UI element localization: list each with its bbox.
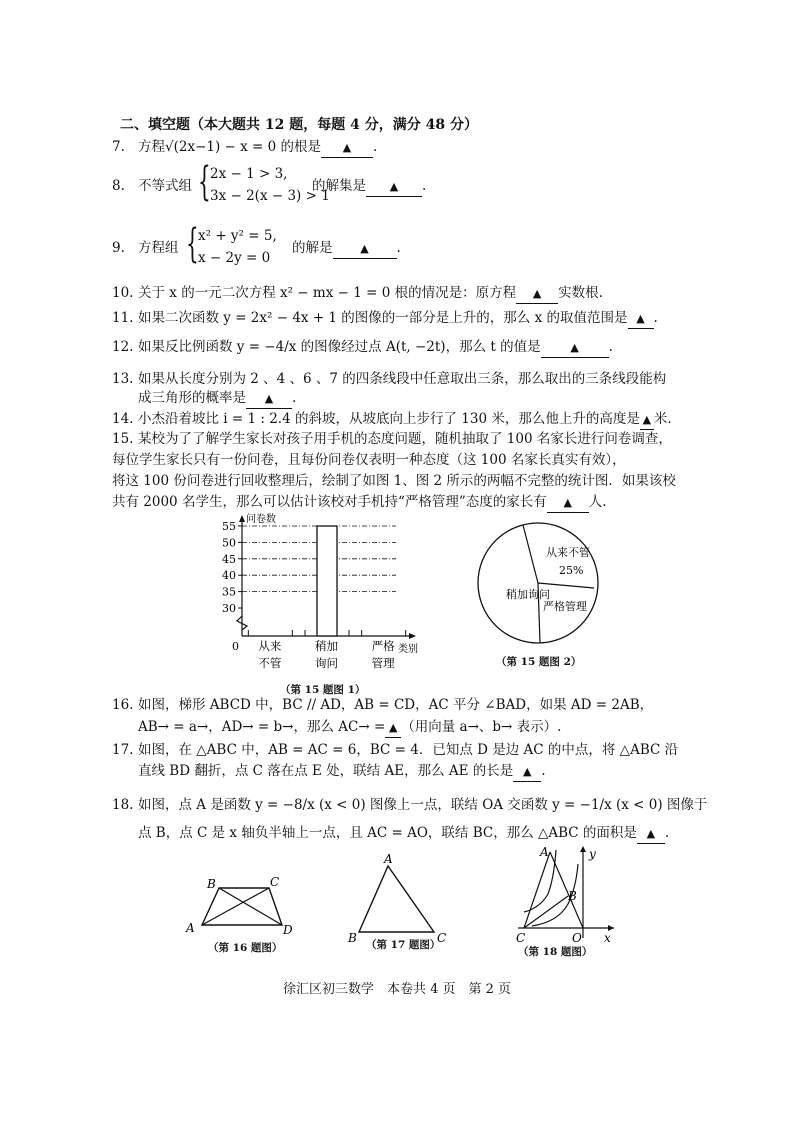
answer-blank: ▲ bbox=[513, 763, 541, 782]
x-tick-label: 管理 bbox=[371, 656, 395, 670]
triangle-outline bbox=[359, 866, 434, 932]
question-end: . bbox=[541, 763, 546, 779]
question-number: 10. bbox=[112, 285, 134, 301]
figure-caption-16: （第 16 题图） bbox=[208, 942, 283, 954]
question-text: 某校为了了解学生家长对孩子用手机的态度问题，随机抽取了 100 名家长进行问卷调查， bbox=[138, 431, 672, 447]
question-end: . bbox=[608, 339, 613, 355]
question-11 bbox=[112, 309, 692, 329]
question-end: . bbox=[422, 178, 427, 194]
point-label: A bbox=[540, 845, 549, 859]
question-end: . bbox=[373, 139, 378, 155]
question-10 bbox=[112, 284, 692, 304]
x-tick-label: 从来 bbox=[258, 639, 282, 653]
brace-icon: { bbox=[186, 221, 199, 267]
y-tick-label: 40 bbox=[222, 569, 236, 583]
question-number: 18. bbox=[112, 797, 134, 813]
diagonal-ac bbox=[202, 888, 269, 925]
question-16-line-1 bbox=[112, 696, 692, 714]
y-tick-label: 30 bbox=[222, 602, 236, 615]
question-16-line-2 bbox=[138, 718, 718, 738]
question-number: 7. bbox=[112, 139, 125, 155]
x-tick-label: 稍加 bbox=[315, 639, 338, 653]
point-label: A bbox=[186, 921, 195, 935]
x-axis-arrow-icon bbox=[409, 633, 416, 639]
page-footer: 徐汇区初三数学 本卷共 4 页 第 2 页 bbox=[282, 982, 512, 997]
question-tail: 的解集是 bbox=[312, 178, 366, 194]
question-9-tail bbox=[292, 239, 492, 259]
point-label: B bbox=[207, 877, 216, 891]
question-13-line-1 bbox=[112, 370, 692, 388]
answer-blank: ▲ bbox=[333, 240, 397, 259]
pie-chart bbox=[468, 518, 608, 648]
question-lead: 方程组 bbox=[138, 240, 179, 256]
inequality-row-2: 3x − 2(x − 3) > 1 bbox=[210, 188, 330, 204]
segment-oa bbox=[550, 852, 583, 928]
point-label: O bbox=[572, 931, 582, 945]
hyperbola-figure bbox=[510, 842, 620, 946]
question-text: 点 B，点 C 是 x 轴负半轴上一点，且 AC = AO，联结 BC，那么 △ABC 的面积是 bbox=[138, 825, 637, 841]
y-axis-arrow-icon bbox=[239, 515, 245, 522]
question-number: 14. bbox=[112, 411, 134, 427]
question-18-line-1 bbox=[112, 796, 708, 814]
trapezoid-figure bbox=[182, 870, 302, 940]
answer-blank: ▲ bbox=[541, 339, 609, 358]
x-axis-label: 类别 bbox=[398, 644, 418, 655]
point-label: C bbox=[270, 875, 280, 889]
question-number: 9. bbox=[112, 240, 125, 256]
y-tick-label: 50 bbox=[222, 536, 236, 550]
pie-label: 严格管理 bbox=[543, 600, 587, 613]
brace-icon: { bbox=[198, 159, 211, 205]
origin-label: 0 bbox=[232, 640, 239, 653]
figure-caption-15-1: （第 15 题图 1） bbox=[280, 684, 366, 696]
question-text: 小杰沿着坡比 i = 1 : 2.4 的斜坡，从坡底向上步行了 130 米，那么他上升的高度是 bbox=[138, 411, 640, 427]
question-text: 如果二次函数 y = 2x² − 4x + 1 的图像的一部分是上升的，那么 x 的取值范围是 bbox=[138, 310, 628, 326]
bar bbox=[317, 526, 337, 636]
point-label: D bbox=[283, 923, 293, 937]
bar-chart bbox=[212, 512, 432, 684]
answer-blank: ▲ bbox=[246, 390, 292, 409]
equation-row-1: x² + y² = 5, bbox=[198, 228, 277, 244]
question-text: 如图，点 A 是函数 y = −8/x (x < 0) 图像上一点，联结 OA 交函数 y = −1/x (x < 0) 图像于 bbox=[138, 797, 708, 813]
question-number: 12. bbox=[112, 339, 134, 355]
question-15-line-3: 将这 100 份问卷进行回收整理后，绘制了如图 1、图 2 所示的两幅不完整的统计图．如果该校 bbox=[112, 473, 676, 489]
question-text: 直线 BD 翻折，点 C 落在点 E 处，联结 AE，那么 AE 的长是 bbox=[138, 763, 514, 779]
answer-blank: ▲ bbox=[628, 310, 654, 329]
pie-divider bbox=[523, 525, 538, 583]
segment-ac bbox=[524, 852, 550, 928]
question-15-line-4 bbox=[112, 493, 692, 513]
y-axis-label: 问卷数 bbox=[246, 514, 276, 525]
question-text: 关于 x 的一元二次方程 x² − mx − 1 = 0 根的情况是：原方程 bbox=[138, 285, 517, 301]
diagonal-bd bbox=[219, 888, 282, 925]
y-tick-label: 35 bbox=[222, 585, 236, 599]
question-end: . bbox=[653, 310, 658, 326]
question-13-line-2 bbox=[138, 389, 718, 409]
section-title: 二、填空题（本大题共 12 题，每题 4 分，满分 48 分） bbox=[120, 117, 478, 133]
question-number: 8. bbox=[112, 178, 125, 194]
answer-blank: ▲ bbox=[321, 139, 373, 158]
question-number: 11. bbox=[112, 310, 134, 326]
question-tail: （用向量 a→、b→ 表示）. bbox=[401, 719, 562, 735]
question-number: 15. bbox=[112, 431, 134, 447]
pie-percent-label: 25% bbox=[559, 564, 584, 577]
y-tick-label: 55 bbox=[222, 520, 236, 533]
axis-label: y bbox=[589, 847, 596, 861]
x-tick-label: 询问 bbox=[315, 656, 338, 670]
answer-blank: ▲ bbox=[516, 285, 558, 304]
question-number: 13. bbox=[112, 371, 134, 387]
question-end: . bbox=[292, 390, 297, 406]
pie-label: 稍加询问 bbox=[506, 588, 550, 601]
question-tail: 米. bbox=[653, 411, 672, 427]
question-end: . bbox=[396, 240, 401, 256]
question-tail: 的解是 bbox=[292, 240, 333, 256]
question-18-line-2 bbox=[138, 824, 718, 844]
question-text: 共有 2000 名学生，那么可以估计该校对手机持“严格管理”态度的家长有 bbox=[112, 494, 547, 510]
x-tick-label: 不管 bbox=[258, 656, 282, 670]
trapezoid-outline bbox=[202, 888, 282, 925]
question-17-line-2 bbox=[138, 762, 718, 782]
question-7 bbox=[112, 138, 692, 158]
question-15-line-2: 每位学生家长只有一份问卷，且每份问卷仅表明一种态度（这 100 名家长真实有效）， bbox=[112, 452, 626, 468]
point-label: C bbox=[437, 931, 447, 944]
question-text: 如图，在 △ABC 中，AB = AC = 6，BC = 4．已知点 D 是边 AC 的中点，将 △ABC 沿 bbox=[138, 742, 679, 758]
question-text: 如果从长度分别为 2 、4 、6 、7 的四条线段中任意取出三条，那么取出的三条线段能构 bbox=[138, 371, 667, 387]
point-label: B bbox=[568, 889, 577, 903]
question-tail: 人. bbox=[588, 494, 607, 510]
triangle-figure bbox=[344, 852, 454, 944]
answer-blank: ▲ bbox=[385, 719, 401, 738]
point-label: A bbox=[384, 852, 393, 866]
answer-blank: ▲ bbox=[366, 178, 422, 197]
question-text: 如果反比例函数 y = −4/x 的图像经过点 A(t, −2t)，那么 t 的值是 bbox=[138, 339, 541, 355]
question-end: . bbox=[664, 825, 670, 841]
question-text: AB→ = a→，AD→ = b→，那么 AC→ = bbox=[138, 719, 386, 735]
axis-label: x bbox=[604, 931, 611, 945]
equation-row-2: x − 2y = 0 bbox=[198, 250, 271, 266]
question-text: 如图，梯形 ABCD 中，BC // AD，AB = CD，AC 平分 ∠BAD，如果 AD = 2AB， bbox=[138, 697, 654, 713]
pie-label: 从来不管 bbox=[546, 546, 590, 559]
figure-caption-18: （第 18 题图） bbox=[518, 946, 593, 958]
answer-blank: ▲ bbox=[640, 411, 654, 430]
question-8-tail bbox=[312, 177, 512, 197]
answer-blank: ▲ bbox=[547, 494, 589, 513]
point-label: B bbox=[348, 931, 357, 944]
figure-caption-15-2: （第 15 题图 2） bbox=[496, 656, 582, 668]
question-text: 成三角形的概率是 bbox=[138, 390, 246, 406]
y-axis-arrow-icon bbox=[580, 846, 586, 852]
question-text: 方程√(2x−1) − x = 0 的根是 bbox=[138, 139, 322, 155]
figure-caption-17: （第 17 题图） bbox=[366, 939, 441, 951]
question-15-line-1 bbox=[112, 430, 692, 448]
question-14 bbox=[112, 410, 692, 430]
point-label: C bbox=[516, 931, 526, 945]
answer-blank: ▲ bbox=[637, 825, 665, 844]
inequality-row-1: 2x − 1 > 3, bbox=[210, 166, 288, 182]
x-tick-label: 严格 bbox=[371, 639, 395, 653]
question-tail: 实数根. bbox=[558, 285, 603, 301]
question-lead: 不等式组 bbox=[138, 178, 192, 194]
question-12 bbox=[112, 338, 692, 358]
question-number: 17. bbox=[112, 742, 134, 758]
question-number: 16. bbox=[112, 697, 134, 713]
question-17-line-1 bbox=[112, 741, 692, 759]
y-tick-label: 45 bbox=[222, 552, 236, 566]
